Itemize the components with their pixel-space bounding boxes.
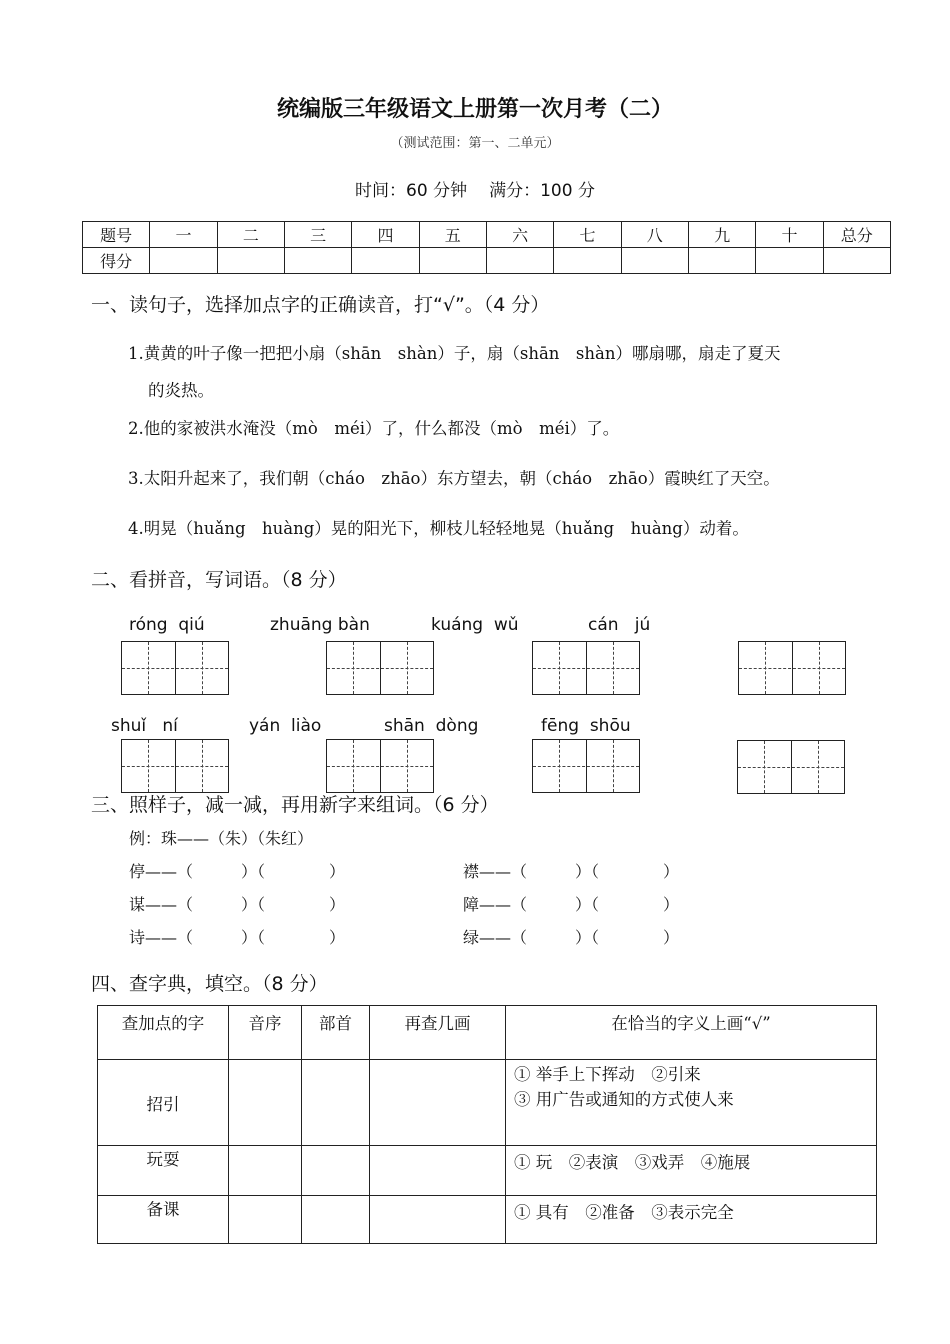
pinyin-label: cán jú bbox=[588, 615, 651, 635]
score-row-label: 得分 bbox=[83, 248, 150, 274]
writing-grid[interactable] bbox=[326, 641, 434, 695]
score-header-cell: 十 bbox=[756, 222, 823, 248]
writing-grid[interactable] bbox=[738, 641, 846, 695]
dictionary-table bbox=[97, 1005, 877, 1244]
question-number: 2. bbox=[128, 419, 144, 438]
dict-word: 招引 bbox=[98, 1060, 229, 1146]
section3-left-item: 谋——（ ）（ ） bbox=[129, 895, 346, 914]
writing-grid[interactable] bbox=[737, 740, 845, 794]
question-text: 明晃（huǎng huàng）晃的阳光下，柳枝儿轻轻地晃（huǎng huàng）动着。 bbox=[143, 519, 749, 538]
dict-header-cell: 再查几画 bbox=[370, 1006, 506, 1060]
score-header-cell: 八 bbox=[621, 222, 688, 248]
score-input-cell[interactable] bbox=[823, 248, 890, 274]
score-table bbox=[82, 221, 891, 274]
dict-input-cell[interactable] bbox=[302, 1060, 370, 1146]
dict-input-cell[interactable] bbox=[302, 1146, 370, 1196]
writing-grid[interactable] bbox=[326, 739, 434, 793]
dict-input-cell[interactable] bbox=[229, 1060, 302, 1146]
meaning-option[interactable]: ① 具有 ②准备 ③表示完全 bbox=[514, 1203, 734, 1222]
question-number: 4. bbox=[128, 519, 144, 538]
writing-grid[interactable] bbox=[121, 739, 229, 793]
dict-meanings bbox=[506, 1146, 877, 1196]
section2-heading: 二、看拼音，写词语。（8 分） bbox=[91, 569, 347, 591]
dict-header-cell: 部首 bbox=[302, 1006, 370, 1060]
dict-header-cell: 查加点的字 bbox=[98, 1006, 229, 1060]
score-header-cell: 九 bbox=[688, 222, 755, 248]
score-input-cell[interactable] bbox=[756, 248, 823, 274]
question-number: 3. bbox=[128, 469, 144, 488]
question-text: 他的家被洪水淹没（mò méi）了，什么都没（mò méi）了。 bbox=[143, 419, 620, 438]
meaning-option[interactable]: ① 玩 ②表演 ③戏弄 ④施展 bbox=[514, 1153, 751, 1172]
score-header-cell: 七 bbox=[554, 222, 621, 248]
score-input-cell[interactable] bbox=[217, 248, 284, 274]
score-input-cell[interactable] bbox=[688, 248, 755, 274]
score-header-cell: 二 bbox=[217, 222, 284, 248]
pinyin-label: zhuāng bàn bbox=[270, 615, 370, 635]
dict-input-cell[interactable] bbox=[370, 1196, 506, 1244]
dict-header-cell: 音序 bbox=[229, 1006, 302, 1060]
dict-header-cell: 在恰当的字义上画“√” bbox=[506, 1006, 877, 1060]
score-input-cell[interactable] bbox=[554, 248, 621, 274]
pinyin-label: yán liào bbox=[249, 716, 322, 736]
section3-right-item: 绿——（ ）（ ） bbox=[463, 928, 680, 947]
question-1-continued: 的炎热。 bbox=[148, 381, 214, 400]
section3-right-item: 障——（ ）（ ） bbox=[463, 895, 680, 914]
score-input-cell[interactable] bbox=[621, 248, 688, 274]
score-input-cell[interactable] bbox=[150, 248, 217, 274]
dict-word: 玩耍 bbox=[98, 1146, 229, 1196]
score-header-cell: 六 bbox=[486, 222, 553, 248]
dict-input-cell[interactable] bbox=[229, 1146, 302, 1196]
pinyin-label: shuǐ ní bbox=[111, 716, 178, 736]
dict-row bbox=[98, 1196, 877, 1244]
question-number: 1. bbox=[128, 344, 144, 363]
page-subtitle: （测试范围：第一、二单元） bbox=[390, 136, 560, 151]
score-value-row bbox=[83, 248, 891, 274]
meaning-option[interactable]: ① 举手上下挥动 ②引来 bbox=[514, 1065, 701, 1084]
exam-info bbox=[0, 176, 950, 201]
question-1 bbox=[128, 340, 780, 364]
score-input-cell[interactable] bbox=[419, 248, 486, 274]
score-input-cell[interactable] bbox=[352, 248, 419, 274]
dict-row bbox=[98, 1146, 877, 1196]
pinyin-label: kuáng wǔ bbox=[431, 615, 519, 635]
dict-input-cell[interactable] bbox=[370, 1146, 506, 1196]
dict-input-cell[interactable] bbox=[302, 1196, 370, 1244]
question-4 bbox=[128, 515, 749, 539]
pinyin-label: shān dòng bbox=[384, 716, 479, 736]
dict-word: 备课 bbox=[98, 1196, 229, 1244]
question-3 bbox=[128, 465, 780, 489]
score-input-cell[interactable] bbox=[284, 248, 351, 274]
score-header-cell: 三 bbox=[284, 222, 351, 248]
section4-heading: 四、查字典，填空。（8 分） bbox=[91, 973, 328, 995]
question-text: 太阳升起来了，我们朝（cháo zhāo）东方望去，朝（cháo zhāo）霞映红了天空。 bbox=[143, 469, 780, 488]
section3-right-item: 襟——（ ）（ ） bbox=[463, 862, 680, 881]
section3-left-item: 诗——（ ）（ ） bbox=[129, 928, 346, 947]
time-label: 时间：60 分钟 bbox=[355, 181, 468, 201]
section3-left-item: 停——（ ）（ ） bbox=[129, 862, 346, 881]
question-2 bbox=[128, 415, 619, 439]
dict-input-cell[interactable] bbox=[370, 1060, 506, 1146]
meaning-option[interactable]: ③ 用广告或通知的方式使人来 bbox=[514, 1090, 734, 1109]
question-text: 黄黄的叶子像一把把小扇（shān shàn）子，扇（shān shàn）哪扇哪，扇走了夏天 bbox=[143, 344, 781, 363]
dict-input-cell[interactable] bbox=[229, 1196, 302, 1244]
writing-grid[interactable] bbox=[532, 739, 640, 793]
score-header-cell: 总分 bbox=[823, 222, 890, 248]
page-title: 统编版三年级语文上册第一次月考（二） bbox=[276, 96, 673, 122]
writing-grid[interactable] bbox=[532, 641, 640, 695]
section1-heading: 一、读句子，选择加点字的正确读音，打“√”。（4 分） bbox=[91, 294, 550, 316]
score-header-cell: 题号 bbox=[83, 222, 150, 248]
section3-example: 例：珠——（朱）（朱红） bbox=[129, 829, 314, 848]
score-header-cell: 五 bbox=[419, 222, 486, 248]
dict-meanings bbox=[506, 1196, 877, 1244]
dict-header-row bbox=[98, 1006, 877, 1060]
dict-row bbox=[98, 1060, 877, 1146]
section3-heading: 三、照样子，减一减，再用新字来组词。（6 分） bbox=[91, 794, 499, 816]
score-header-row bbox=[83, 222, 891, 248]
dict-meanings bbox=[506, 1060, 877, 1146]
writing-grid[interactable] bbox=[121, 641, 229, 695]
pinyin-label: róng qiú bbox=[129, 615, 205, 635]
score-header-cell: 一 bbox=[150, 222, 217, 248]
full-score-label: 满分：100 分 bbox=[489, 181, 595, 201]
pinyin-label: fēng shōu bbox=[541, 716, 631, 736]
score-input-cell[interactable] bbox=[486, 248, 553, 274]
score-header-cell: 四 bbox=[352, 222, 419, 248]
